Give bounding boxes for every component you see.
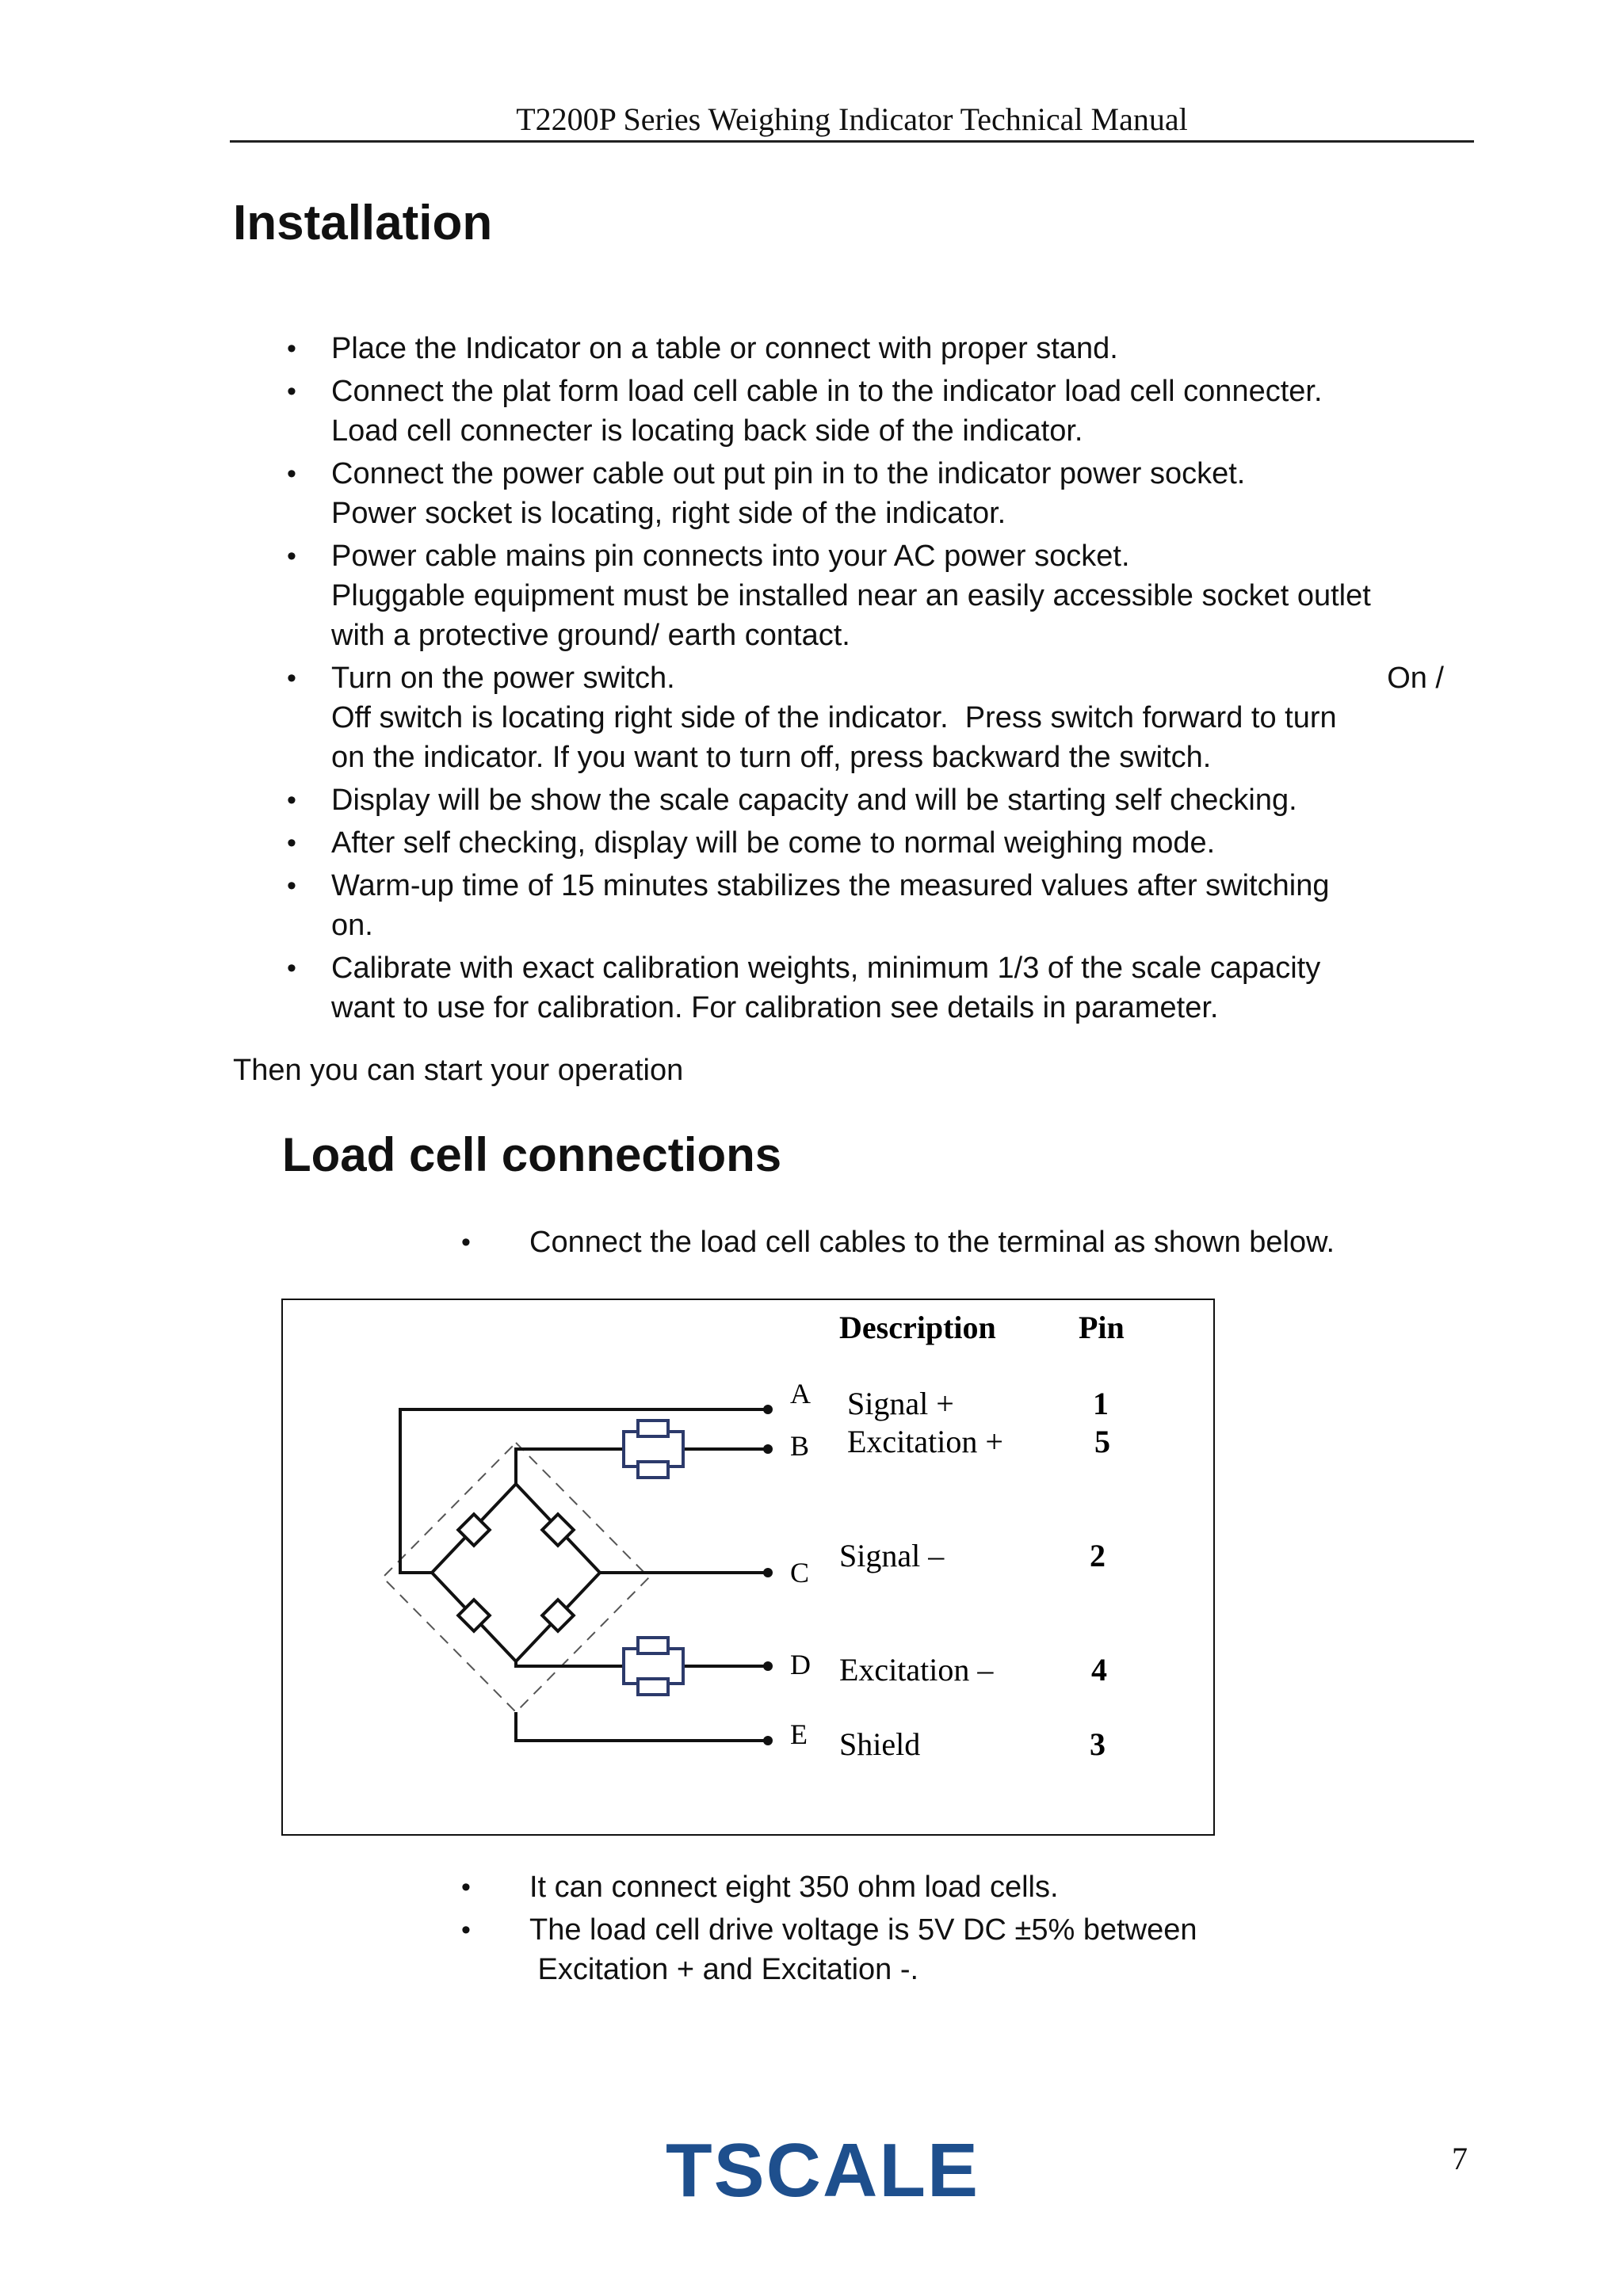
row-pin: 3 — [1090, 1726, 1106, 1762]
bullet-icon: • — [287, 871, 296, 901]
bullet-icon: • — [461, 1872, 471, 1902]
row-description: Signal – — [839, 1538, 945, 1573]
list-item — [277, 372, 1482, 451]
list-item — [277, 823, 1482, 863]
compensation-resistor-icons — [624, 1421, 683, 1695]
load-cell-heading: Load cell connections — [282, 1128, 782, 1181]
terminal-dot — [763, 1405, 773, 1414]
wire-d-left — [516, 1661, 624, 1666]
list-item-text: Place the Indicator on a table or connect with proper stand. — [331, 332, 1118, 365]
list-item-text: Load cell connecter is locating back side of the indicator. — [331, 414, 1083, 448]
comp-resistor-icon — [638, 1462, 668, 1478]
pin-header: Pin — [1079, 1310, 1125, 1345]
list-item-text: Display will be show the scale capacity and will be starting self checking. — [331, 784, 1297, 817]
list-item-text: After self checking, display will be come to normal weighing mode. — [331, 826, 1216, 860]
terminal-letter-c: C — [790, 1557, 810, 1589]
terminal-letter-e: E — [790, 1718, 808, 1750]
wire-e — [516, 1712, 766, 1741]
bullet-icon: • — [287, 953, 296, 983]
bridge-solid — [432, 1484, 600, 1661]
list-item-text: Warm-up time of 15 minutes stabilizes the measured values after switching — [331, 869, 1330, 902]
bullet-icon: • — [287, 828, 296, 858]
bullet-icon: • — [461, 1915, 471, 1945]
terminal-letter-d: D — [790, 1649, 811, 1680]
header-rule — [230, 140, 1474, 143]
list-item-text: Turn on the power switch. — [331, 662, 675, 695]
terminal-dot — [763, 1736, 773, 1745]
bullet-icon: • — [287, 785, 296, 815]
load-cell-intro-list — [452, 1222, 1482, 1265]
list-item-text: Pluggable equipment must be installed near an easily accessible socket outlet — [331, 579, 1371, 612]
row-pin: 4 — [1091, 1652, 1107, 1688]
resistor-icons — [458, 1514, 574, 1631]
bullet-icon: • — [287, 376, 296, 406]
list-item-text: Calibrate with exact calibration weights, minimum 1/3 of the scale capacity — [331, 952, 1321, 985]
closing-text: Then you can start your operation — [233, 1054, 684, 1087]
list-item — [277, 780, 1482, 820]
terminal-dot — [763, 1568, 773, 1577]
list-item-text: Off switch is locating right side of the indicator. Press switch forward to turn — [331, 701, 1337, 734]
load-cell-notes-list — [452, 1867, 1482, 1993]
row-pin: 2 — [1090, 1538, 1106, 1573]
list-item-text: Connect the plat form load cell cable in to the indicator load cell connecter. — [331, 375, 1323, 408]
list-item — [452, 1222, 1482, 1262]
list-item — [277, 329, 1482, 368]
list-item-text: It can connect eight 350 ohm load cells. — [529, 1871, 1059, 1904]
row-description: Excitation – — [839, 1652, 994, 1688]
comp-resistor-icon — [638, 1638, 668, 1653]
row-pin: 1 — [1093, 1386, 1109, 1421]
terminal-dot — [763, 1444, 773, 1454]
terminal-dot — [763, 1661, 773, 1671]
installation-list — [277, 329, 1482, 1031]
list-item — [277, 536, 1482, 655]
list-item-text: want to use for calibration. For calibration see details in parameter. — [331, 991, 1219, 1024]
list-item-text: on. — [331, 909, 373, 942]
row-description: Signal + — [847, 1386, 954, 1421]
row-pin: 5 — [1094, 1424, 1110, 1459]
bullet-icon: • — [287, 663, 296, 693]
terminal-dots — [763, 1405, 773, 1745]
list-item-text: with a protective ground/ earth contact. — [331, 619, 850, 652]
wire-b-left — [516, 1449, 624, 1484]
terminal-letter-a: A — [790, 1378, 811, 1409]
installation-heading: Installation — [233, 196, 493, 250]
page-number: 7 — [1452, 2141, 1468, 2176]
list-item — [277, 658, 1482, 777]
list-item — [277, 454, 1482, 533]
comp-resistor-icon — [638, 1679, 668, 1695]
list-item-text: Power socket is locating, right side of the indicator. — [331, 497, 1006, 530]
intro-text: Connect the load cell cables to the terminal as shown below. — [529, 1226, 1335, 1259]
bullet-icon: • — [287, 459, 296, 489]
tscale-logo: TSCALE — [666, 2128, 980, 2213]
list-item-text: On / — [1387, 662, 1444, 695]
list-item-text: Connect the power cable out put pin in to the indicator power socket. — [331, 457, 1246, 490]
wheatstone-bridge-diagram — [283, 1300, 1215, 1836]
list-item — [277, 948, 1482, 1028]
list-item-text: Power cable mains pin connects into your AC power socket. — [331, 540, 1130, 573]
bullet-icon: • — [287, 541, 296, 571]
description-header: Description — [839, 1310, 996, 1345]
comp-resistor-icon — [638, 1421, 668, 1436]
wires — [400, 1409, 766, 1741]
list-item-text: The load cell drive voltage is 5V DC ±5% between — [529, 1913, 1197, 1947]
bullet-icon: • — [461, 1227, 471, 1257]
row-description: Shield — [839, 1726, 921, 1762]
list-item — [452, 1867, 1482, 1907]
bullet-icon: • — [287, 334, 296, 364]
wiring-diagram-box — [281, 1299, 1215, 1836]
list-item — [277, 866, 1482, 945]
list-item-text: on the indicator. If you want to turn off, press backward the switch. — [331, 741, 1212, 774]
list-item — [452, 1910, 1482, 1989]
row-description: Excitation + — [847, 1424, 1003, 1459]
list-item-text: Excitation + and Excitation -. — [529, 1953, 919, 1986]
running-header: T2200P Series Weighing Indicator Technical Manual — [516, 101, 1188, 137]
terminal-letter-b: B — [790, 1430, 810, 1462]
